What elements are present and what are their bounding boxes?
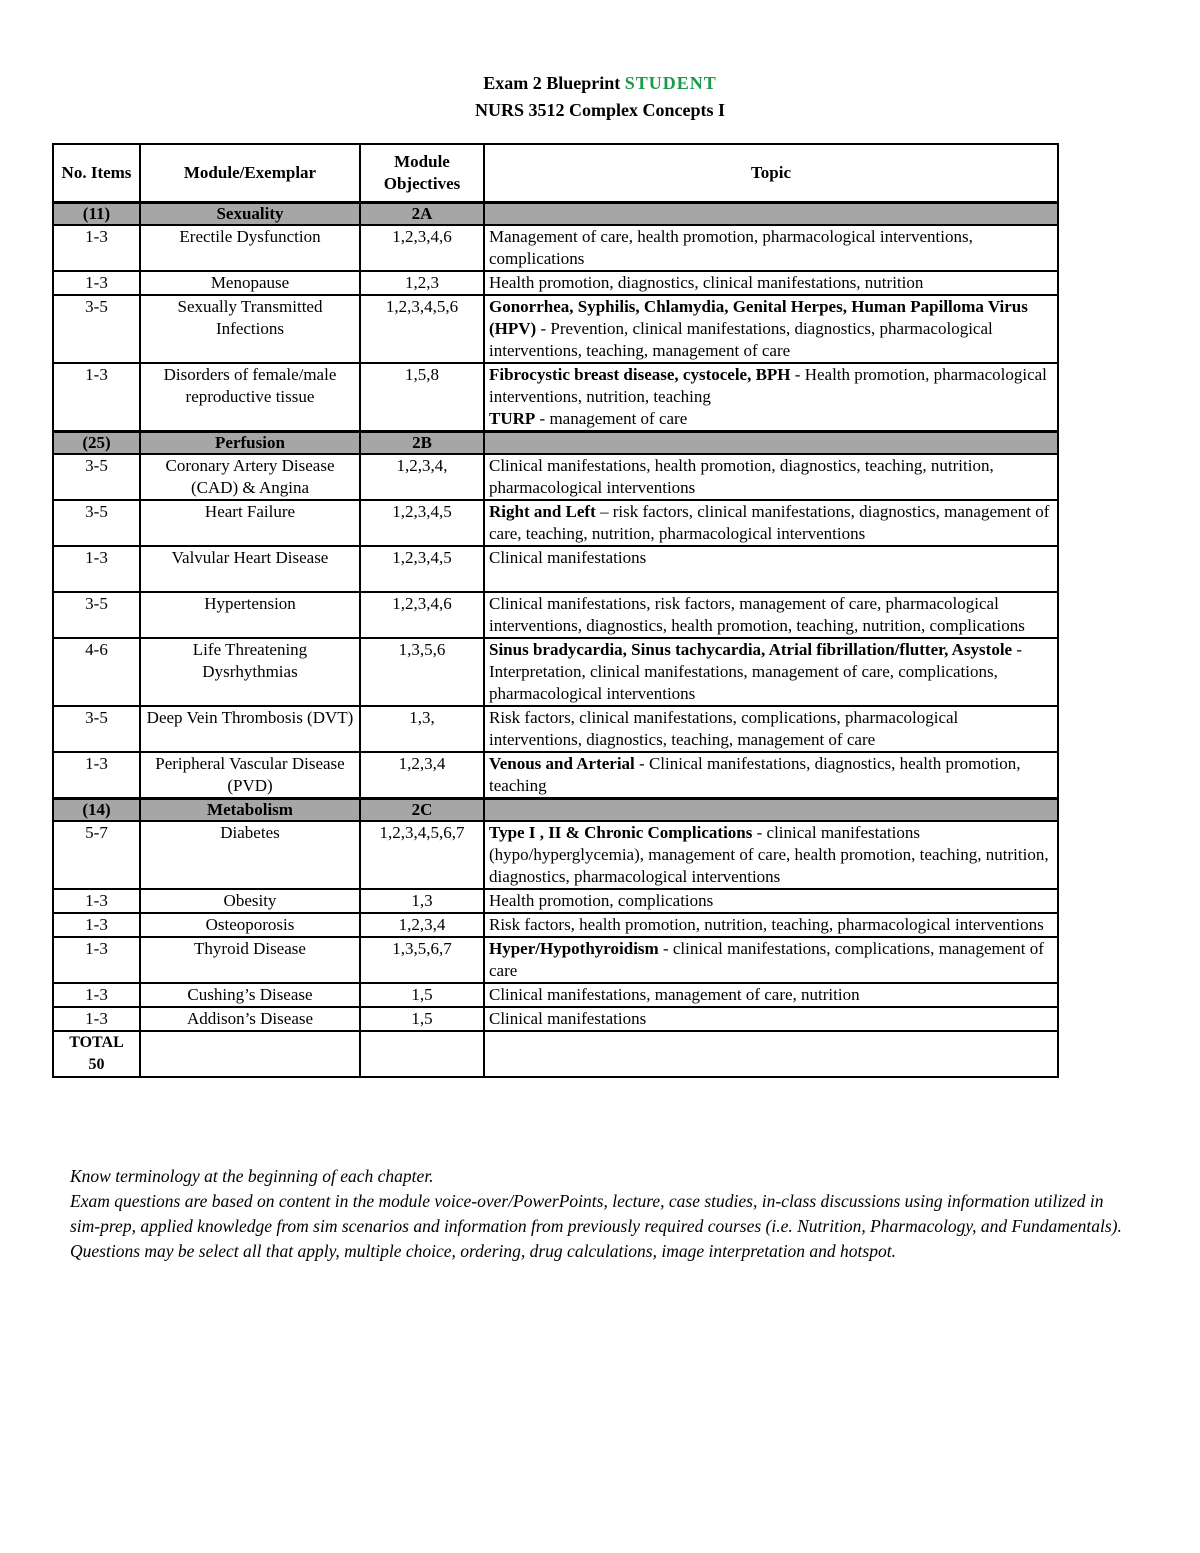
topic-cell bbox=[484, 638, 1058, 706]
section-topic-empty bbox=[484, 202, 1058, 225]
total-label: TOTAL bbox=[69, 1033, 124, 1051]
table-row bbox=[53, 363, 1058, 432]
topic-bold: Venous and Arterial bbox=[489, 753, 635, 773]
total-row bbox=[53, 1031, 1058, 1077]
topic-bold: Sinus bradycardia, Sinus tachycardia, Atrial fibrillation/flutter, Asystole bbox=[489, 639, 1013, 659]
module-cell: Addison’s Disease bbox=[140, 1007, 360, 1031]
topic-text: Clinical manifestations bbox=[489, 547, 647, 567]
module-cell: Sexually Transmitted Infections bbox=[140, 295, 360, 363]
module-cell: Hypertension bbox=[140, 592, 360, 638]
table-row bbox=[53, 1007, 1058, 1031]
items-cell: 4-6 bbox=[53, 638, 140, 706]
items-cell: 3-5 bbox=[53, 500, 140, 546]
table-body bbox=[53, 202, 1058, 1031]
topic-text: Risk factors, health promotion, nutrition, teaching, pharmacological interventions bbox=[489, 914, 1044, 934]
objectives-cell: 1,2,3,4,6 bbox=[360, 592, 484, 638]
table-row bbox=[53, 225, 1058, 271]
items-cell: 1-3 bbox=[53, 225, 140, 271]
title-highlight-student: STUDENT bbox=[624, 73, 717, 93]
blueprint-table bbox=[52, 143, 1059, 1078]
topic-bold: Right and Left bbox=[489, 501, 596, 521]
empty-cell bbox=[140, 1031, 360, 1077]
topic-text: Clinical manifestations, risk factors, management of care, pharmacological interventions, diagnostics, health promotion, teaching, nutrition, complications bbox=[489, 593, 1025, 635]
empty-cell bbox=[484, 1031, 1058, 1077]
objectives-cell: 1,2,3,4,6 bbox=[360, 225, 484, 271]
topic-cell bbox=[484, 1007, 1058, 1031]
items-cell: 1-3 bbox=[53, 937, 140, 983]
table-row bbox=[53, 821, 1058, 889]
note-line: Questions may be select all that apply, multiple choice, ordering, drug calculations, image interpretation and hotspot. bbox=[70, 1241, 896, 1261]
items-cell: 1-3 bbox=[53, 546, 140, 592]
section-objective: 2B bbox=[360, 431, 484, 454]
table-row bbox=[53, 546, 1058, 592]
module-cell: Life Threatening Dysrhythmias bbox=[140, 638, 360, 706]
objectives-cell: 1,2,3,4 bbox=[360, 913, 484, 937]
topic-text: – risk factors, clinical manifestations, diagnostics, management of care, teaching, nutrition, pharmacological interventions bbox=[489, 501, 1050, 543]
document-title bbox=[0, 72, 1200, 94]
objectives-cell: 1,5,8 bbox=[360, 363, 484, 432]
topic-cell bbox=[484, 454, 1058, 500]
module-cell: Thyroid Disease bbox=[140, 937, 360, 983]
topic-cell bbox=[484, 271, 1058, 295]
table-row bbox=[53, 913, 1058, 937]
module-cell: Valvular Heart Disease bbox=[140, 546, 360, 592]
total-value: 50 bbox=[88, 1055, 105, 1073]
objectives-cell: 1,2,3,4,5 bbox=[360, 546, 484, 592]
items-cell: 1-3 bbox=[53, 752, 140, 799]
objectives-cell: 1,5 bbox=[360, 983, 484, 1007]
topic-text: Clinical manifestations, health promotion, diagnostics, teaching, nutrition, pharmacological interventions bbox=[489, 455, 994, 497]
module-cell: Peripheral Vascular Disease (PVD) bbox=[140, 752, 360, 799]
objectives-cell: 1,2,3,4,5 bbox=[360, 500, 484, 546]
section-module-name: Sexuality bbox=[140, 202, 360, 225]
objectives-cell: 1,2,3 bbox=[360, 271, 484, 295]
topic-cell bbox=[484, 752, 1058, 799]
table-row bbox=[53, 592, 1058, 638]
table-row bbox=[53, 295, 1058, 363]
objectives-cell: 1,2,3,4, bbox=[360, 454, 484, 500]
table-row bbox=[53, 500, 1058, 546]
section-module-name: Metabolism bbox=[140, 798, 360, 821]
items-cell: 5-7 bbox=[53, 821, 140, 889]
section-items-count: (11) bbox=[53, 202, 140, 225]
section-items-count: (25) bbox=[53, 431, 140, 454]
items-cell: 3-5 bbox=[53, 592, 140, 638]
module-cell: Erectile Dysfunction bbox=[140, 225, 360, 271]
section-module-name: Perfusion bbox=[140, 431, 360, 454]
items-cell: 3-5 bbox=[53, 295, 140, 363]
topic-cell bbox=[484, 913, 1058, 937]
topic-cell bbox=[484, 295, 1058, 363]
title-prefix: Exam 2 Blueprint bbox=[483, 73, 621, 93]
table-header-row bbox=[53, 144, 1058, 202]
topic-cell bbox=[484, 706, 1058, 752]
topic-cell bbox=[484, 889, 1058, 913]
objectives-cell: 1,3 bbox=[360, 889, 484, 913]
module-cell: Obesity bbox=[140, 889, 360, 913]
items-cell: 1-3 bbox=[53, 1007, 140, 1031]
topic-cell bbox=[484, 983, 1058, 1007]
module-cell: Diabetes bbox=[140, 821, 360, 889]
items-cell: 3-5 bbox=[53, 706, 140, 752]
topic-text: Health promotion, diagnostics, clinical manifestations, nutrition bbox=[489, 272, 924, 292]
section-row bbox=[53, 202, 1058, 225]
items-cell: 3-5 bbox=[53, 454, 140, 500]
items-cell: 1-3 bbox=[53, 363, 140, 432]
objectives-cell: 1,3,5,6 bbox=[360, 638, 484, 706]
objectives-cell: 1,3, bbox=[360, 706, 484, 752]
topic-bold: Hyper/Hypothyroidism bbox=[489, 938, 659, 958]
topic-text: - Prevention, clinical manifestations, diagnostics, pharmacological interventions, teaching, management of care bbox=[489, 318, 993, 360]
objectives-cell: 1,5 bbox=[360, 1007, 484, 1031]
items-cell: 1-3 bbox=[53, 913, 140, 937]
topic-cell bbox=[484, 225, 1058, 271]
topic-cell bbox=[484, 500, 1058, 546]
section-items-count: (14) bbox=[53, 798, 140, 821]
table-row bbox=[53, 752, 1058, 799]
topic-text: - Clinical manifestations, diagnostics, health promotion, teaching bbox=[489, 753, 1021, 795]
topic-text: - clinical manifestations (hypo/hyperglycemia), management of care, health promotion, teaching, nutrition, diagnostics, pharmacological interventions bbox=[489, 822, 1049, 886]
table-row bbox=[53, 638, 1058, 706]
objectives-cell: 1,2,3,4 bbox=[360, 752, 484, 799]
table-row bbox=[53, 983, 1058, 1007]
topic-text: Risk factors, clinical manifestations, complications, pharmacological interventions, diagnostics, teaching, management of care bbox=[489, 707, 959, 749]
topic-bold: Type I , II & Chronic Complications bbox=[489, 822, 753, 842]
section-topic-empty bbox=[484, 431, 1058, 454]
topic-bold: Fibrocystic breast disease, cystocele, BPH bbox=[489, 364, 791, 384]
module-cell: Cushing’s Disease bbox=[140, 983, 360, 1007]
note-line: Exam questions are based on content in the module voice-over/PowerPoints, lecture, case studies, in-class discussions using information utilized in sim-prep, applied knowledge from sim scenarios and information from previously required courses (i.e. Nutrition, Pharmacology, and Fundamentals). bbox=[70, 1191, 1122, 1236]
table-row bbox=[53, 271, 1058, 295]
topic-text: - Health promotion, pharmacological interventions, nutrition, teaching bbox=[489, 364, 1047, 406]
topic-cell bbox=[484, 937, 1058, 983]
total-cell bbox=[53, 1031, 140, 1077]
notes bbox=[70, 1164, 1130, 1264]
section-topic-empty bbox=[484, 798, 1058, 821]
table-row bbox=[53, 454, 1058, 500]
topic-cell bbox=[484, 546, 1058, 592]
document-subtitle: NURS 3512 Complex Concepts I bbox=[474, 100, 725, 120]
topic-bold: Gonorrhea, Syphilis, Chlamydia, Genital Herpes, Human Papilloma Virus (HPV) bbox=[489, 296, 1028, 338]
topic-bold: TURP bbox=[489, 408, 536, 428]
module-cell: Deep Vein Thrombosis (DVT) bbox=[140, 706, 360, 752]
topic-cell bbox=[484, 363, 1058, 432]
table-row bbox=[53, 706, 1058, 752]
module-cell: Coronary Artery Disease (CAD) & Angina bbox=[140, 454, 360, 500]
objectives-cell: 1,2,3,4,5,6,7 bbox=[360, 821, 484, 889]
empty-cell bbox=[360, 1031, 484, 1077]
module-cell: Menopause bbox=[140, 271, 360, 295]
topic-text: Clinical manifestations, management of care, nutrition bbox=[489, 984, 860, 1004]
topic-text: - clinical manifestations, complications, management of care bbox=[489, 938, 1044, 980]
section-row bbox=[53, 431, 1058, 454]
topic-text: Clinical manifestations bbox=[489, 1008, 647, 1028]
items-cell: 1-3 bbox=[53, 271, 140, 295]
topic-cell bbox=[484, 821, 1058, 889]
module-cell: Heart Failure bbox=[140, 500, 360, 546]
items-cell: 1-3 bbox=[53, 983, 140, 1007]
topic-text: - Interpretation, clinical manifestations, management of care, complications, pharmacological interventions bbox=[489, 639, 1023, 703]
section-objective: 2C bbox=[360, 798, 484, 821]
objectives-cell: 1,2,3,4,5,6 bbox=[360, 295, 484, 363]
column-header: Topic bbox=[484, 144, 1058, 202]
topic-cell bbox=[484, 592, 1058, 638]
table-row bbox=[53, 937, 1058, 983]
topic-text: Health promotion, complications bbox=[489, 890, 714, 910]
items-cell: 1-3 bbox=[53, 889, 140, 913]
objectives-cell: 1,3,5,6,7 bbox=[360, 937, 484, 983]
module-cell: Osteoporosis bbox=[140, 913, 360, 937]
column-header: No. Items bbox=[53, 144, 140, 202]
section-row bbox=[53, 798, 1058, 821]
section-objective: 2A bbox=[360, 202, 484, 225]
column-header: Module/Exemplar bbox=[140, 144, 360, 202]
column-header: Module Objectives bbox=[360, 144, 484, 202]
topic-text: - management of care bbox=[535, 408, 688, 428]
topic-text: Management of care, health promotion, pharmacological interventions, complications bbox=[489, 226, 973, 268]
note-line: Know terminology at the beginning of each chapter. bbox=[70, 1166, 434, 1186]
table-row bbox=[53, 889, 1058, 913]
module-cell: Disorders of female/male reproductive tissue bbox=[140, 363, 360, 432]
